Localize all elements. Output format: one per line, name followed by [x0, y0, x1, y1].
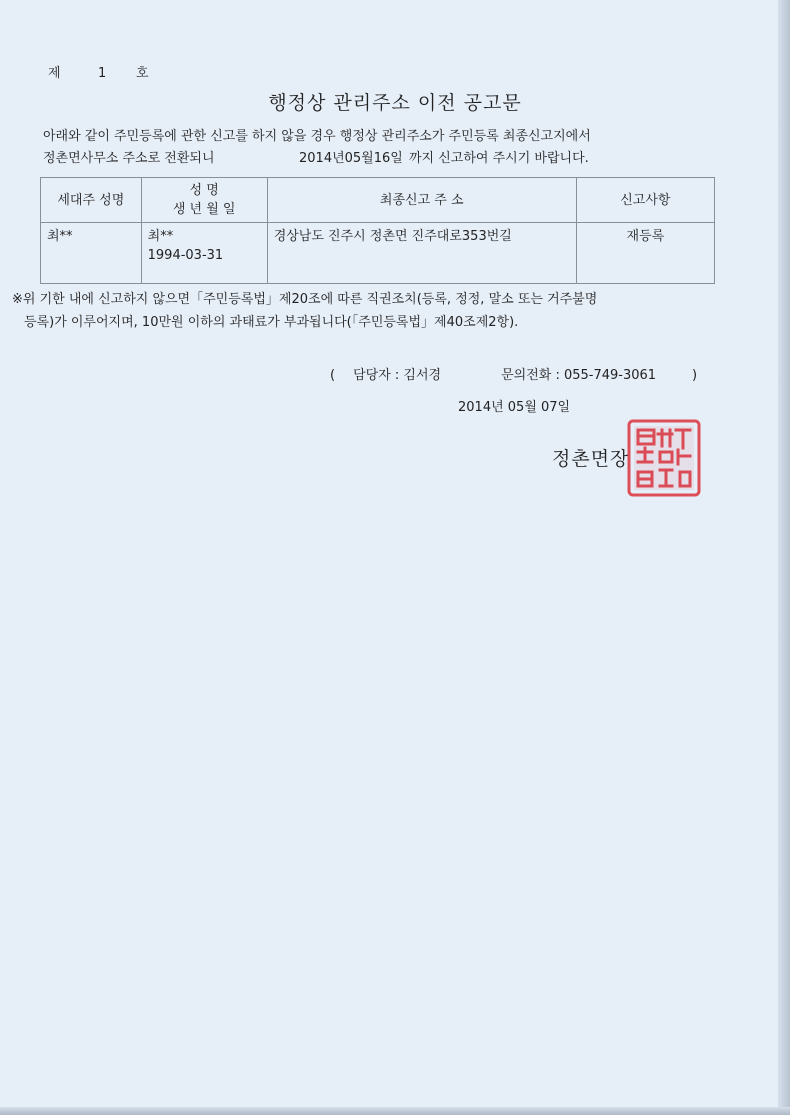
contact-open-paren: ( — [330, 368, 336, 383]
cell-report: 재등록 — [576, 223, 714, 284]
intro-line-2-end: 까지 신고하여 주시기 바랍니다. — [409, 151, 589, 166]
contact-officer: 담당자 : 김서경 — [353, 368, 442, 383]
doc-number-suffix: 호 — [136, 66, 149, 81]
intro-line-2-start: 정촌면사무소 주소로 전환되니 — [43, 151, 215, 166]
intro-line-1: 아래와 같이 주민등록에 관한 신고를 하지 않을 경우 행정상 관리주소가 주민등록 최종신고지에서 — [43, 129, 591, 144]
official-title: 정촌면장 — [552, 448, 630, 470]
intro-line-2 — [43, 148, 591, 170]
scan-edge-right — [778, 0, 790, 1115]
cell-birth: 1994-03-31 — [147, 248, 224, 263]
intro-paragraph — [43, 126, 591, 170]
legal-notice-line-2: 등록)가 이루어지며, 10만원 이하의 과태료가 부과됩니다(「주민등록법」제40조제2항). — [24, 315, 519, 330]
doc-number-value: 1 — [98, 66, 107, 81]
cell-address: 경상남도 진주시 정촌면 진주대로353번길 — [267, 223, 576, 284]
document-number — [48, 62, 149, 81]
table-row — [41, 223, 715, 284]
cell-householder: 최** — [41, 223, 142, 284]
issue-date: 2014년 05월 07일 — [458, 400, 571, 415]
official-seal-stamp — [626, 418, 702, 498]
document-title: 행정상 관리주소 이전 공고문 — [268, 92, 522, 114]
header-name-birth — [141, 178, 267, 223]
table-header-row — [41, 178, 715, 223]
cell-name: 최** — [147, 229, 174, 244]
contact-phone: 문의전화 : 055-749-3061 — [501, 368, 657, 383]
header-report: 신고사항 — [576, 178, 714, 223]
header-householder: 세대주 성명 — [41, 178, 142, 223]
contact-info — [330, 364, 697, 383]
deadline-date: 2014년05월16일 — [299, 151, 403, 166]
legal-notice — [12, 288, 712, 334]
notice-table — [40, 177, 715, 284]
cell-name-birth — [141, 223, 267, 284]
header-birth: 생 년 월 일 — [172, 202, 236, 217]
doc-number-prefix: 제 — [48, 66, 61, 81]
contact-close-paren: ) — [692, 368, 698, 383]
legal-notice-line-1: ※위 기한 내에 신고하지 않으면「주민등록법」제20조에 따른 직권조치(등록, 정정, 말소 또는 거주불명 — [12, 292, 598, 307]
scan-edge-bottom — [0, 1107, 790, 1115]
header-name: 성 명 — [189, 183, 219, 198]
header-address: 최종신고 주 소 — [267, 178, 576, 223]
